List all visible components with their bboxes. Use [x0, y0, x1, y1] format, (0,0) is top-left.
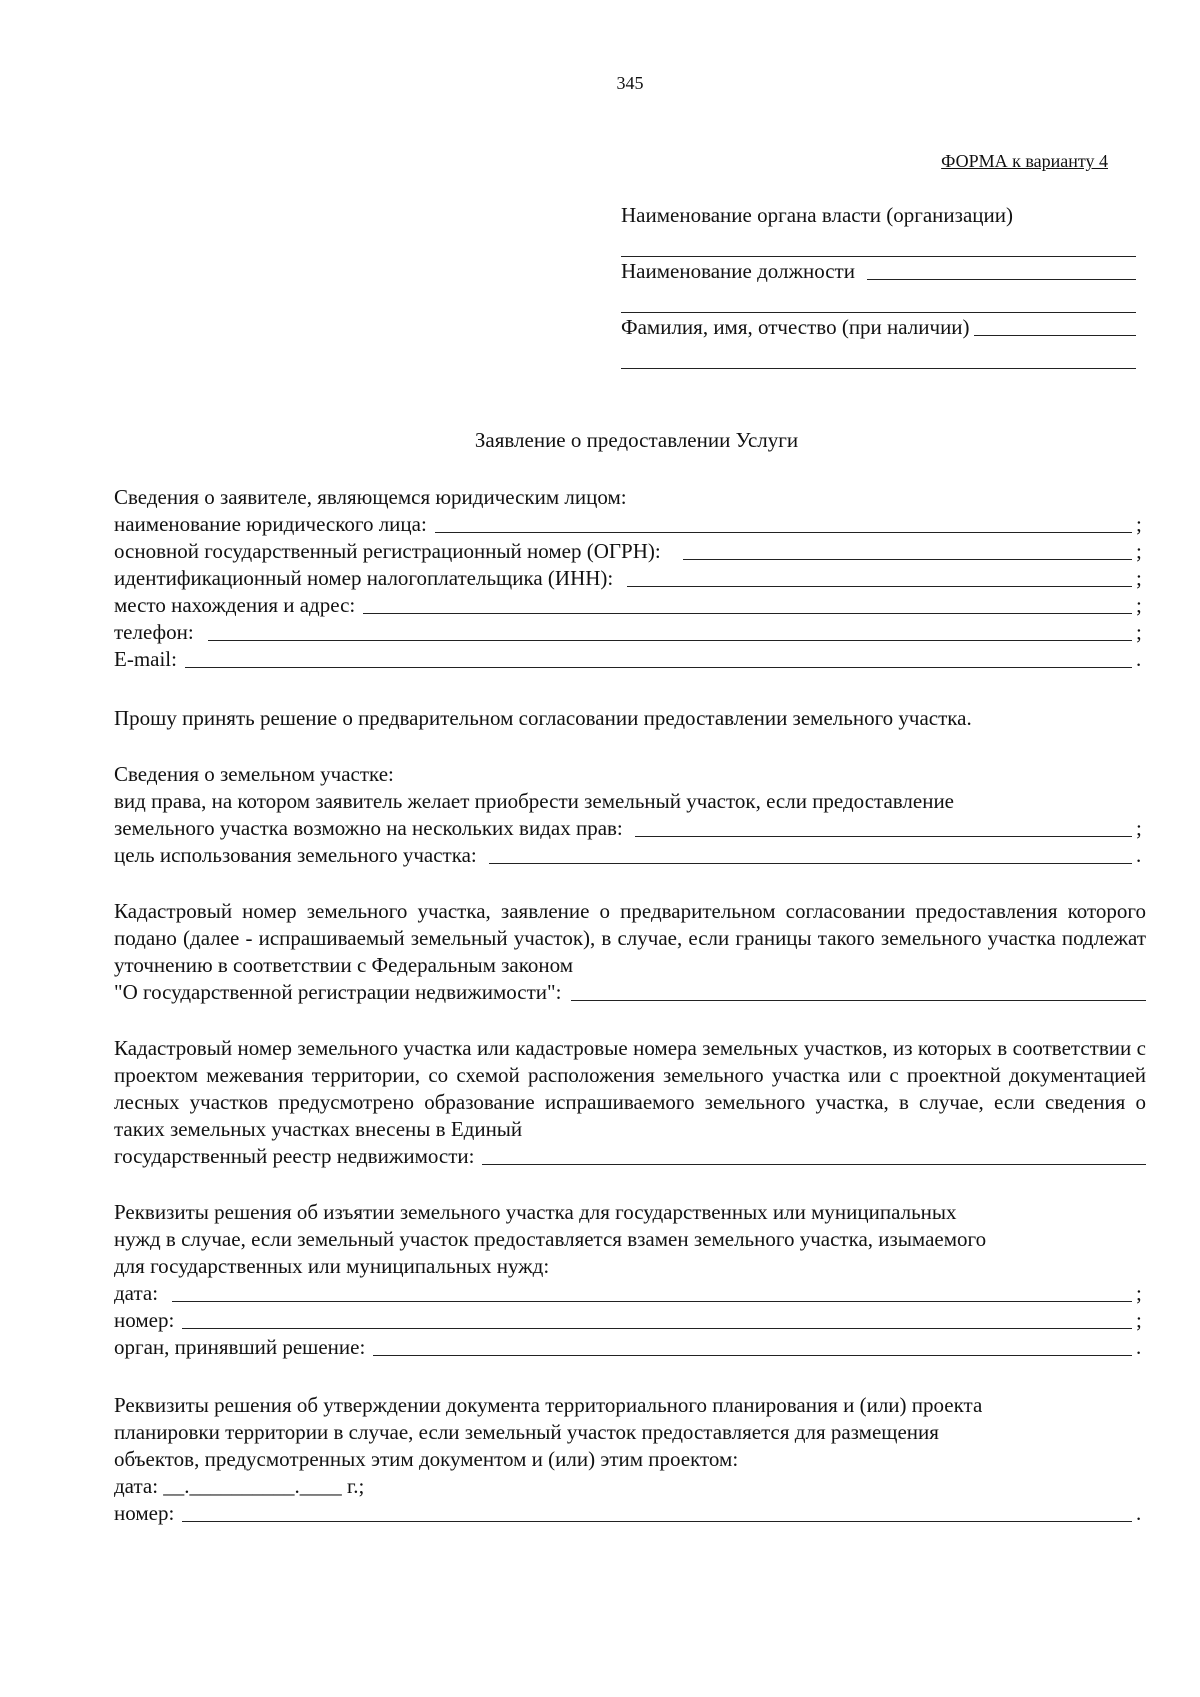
applicant-name-field[interactable]: [435, 532, 1132, 533]
planning-section: Реквизиты решения об утверждении документа территориального планирования и (или) проекта планировки территории в случае, если земельный участок предоставляется для размещения объектов, предусмотренных этим документом и (или) этим проектом: дата: __.__________.____ г.; номер: .: [114, 1392, 1146, 1527]
cadastral-1-field[interactable]: [571, 1000, 1146, 1001]
seizure-body-row: орган, принявший решение: .: [114, 1335, 1142, 1359]
seizure-date-row: дата: ;: [114, 1281, 1142, 1305]
cadastral-paragraph-1: Кадастровый номер земельного участка, заявление о предварительном согласовании предоставления которого подано (далее - испрашиваемый земельный участок), в случае, если границы такого земельного участка подлежат уточнению в соответствии с Федеральным законом: [114, 899, 1146, 977]
seizure-section: Реквизиты решения об изъятии земельного участка для государственных или муниципальных нужд в случае, если земельный участок предоставляется взамен земельного участка, изымаемого для государственных или муниципальных нужд: дата: ; номер: ; орган, принявший решение: .: [114, 1199, 1146, 1361]
plot-section: [114, 761, 1146, 869]
position-line-2[interactable]: [621, 312, 1136, 313]
fio-field[interactable]: [974, 335, 1136, 336]
seizure-date-field[interactable]: [172, 1301, 1132, 1302]
applicant-address-field[interactable]: [363, 613, 1132, 614]
seizure-number-field[interactable]: [182, 1328, 1132, 1329]
planning-date-field[interactable]: дата: __.__________.____ г.;: [114, 1474, 365, 1498]
page-number: 345: [616, 73, 644, 93]
position-label: Наименование должности: [621, 259, 855, 283]
plot-heading: Сведения о земельном участке:: [114, 762, 394, 786]
applicant-address-row: место нахождения и адрес: ;: [114, 593, 1142, 617]
cadastral-2-field[interactable]: [482, 1164, 1146, 1165]
fio-line-2[interactable]: [621, 368, 1136, 369]
applicant-phone-row: телефон: ;: [114, 620, 1142, 644]
plot-purpose-field[interactable]: [489, 863, 1132, 864]
authority-line[interactable]: [621, 256, 1136, 257]
applicant-ogrn-row: основной государственный регистрационный номер (ОГРН): ;: [114, 539, 1142, 563]
cadastral-paragraph-2: Кадастровый номер земельного участка или кадастровые номера земельных участков, из которых в соответствии с проектом межевания территории, со схемой расположения земельного участка или с проектной документацией лесных участков предусмотрено образование испрашиваемого земельного участка, в случае, если сведения о таких земельных участках внесены в Единый: [114, 1036, 1146, 1141]
form-variant-label: ФОРМА к варианту 4: [941, 151, 1108, 171]
seizure-number-row: номер: ;: [114, 1308, 1142, 1332]
plot-purpose-row: цель использования земельного участка: .: [114, 843, 1142, 867]
authority-label: Наименование органа власти (организации): [621, 203, 1013, 227]
applicant-email-row: E-mail: .: [114, 647, 1142, 671]
applicant-inn-row: идентификационный номер налогоплательщика (ИНН): ;: [114, 566, 1142, 590]
applicant-email-field[interactable]: [185, 667, 1132, 668]
seizure-body-field[interactable]: [373, 1355, 1132, 1356]
applicant-inn-field[interactable]: [627, 586, 1132, 587]
applicant-name-row: наименование юридического лица: ;: [114, 512, 1142, 536]
applicant-section: [114, 484, 1146, 673]
document-title: Заявление о предоставлении Услуги: [474, 428, 799, 452]
applicant-ogrn-field[interactable]: [683, 559, 1132, 560]
cadastral-2-last-row: государственный реестр недвижимости:: [114, 1143, 1146, 1170]
plot-right-field[interactable]: [635, 836, 1132, 837]
planning-number-field[interactable]: [182, 1521, 1132, 1522]
applicant-phone-field[interactable]: [208, 640, 1132, 641]
cadastral-1-last-row: "О государственной регистрации недвижимости":: [114, 979, 1146, 1006]
position-field[interactable]: [867, 279, 1136, 280]
plot-right-row: земельного участка возможно на нескольких видах прав: ;: [114, 816, 1142, 840]
planning-number-row: номер: .: [114, 1501, 1142, 1525]
request-text: Прошу принять решение о предварительном согласовании предоставлении земельного участка.: [114, 706, 972, 730]
plot-right-line1: вид права, на котором заявитель желает приобрести земельный участок, если предоставление: [114, 789, 954, 813]
fio-label: Фамилия, имя, отчество (при наличии): [621, 315, 970, 339]
fio-row: [621, 314, 1136, 341]
position-row: [621, 258, 1136, 285]
applicant-heading: Сведения о заявителе, являющемся юридическим лицом:: [114, 485, 627, 509]
